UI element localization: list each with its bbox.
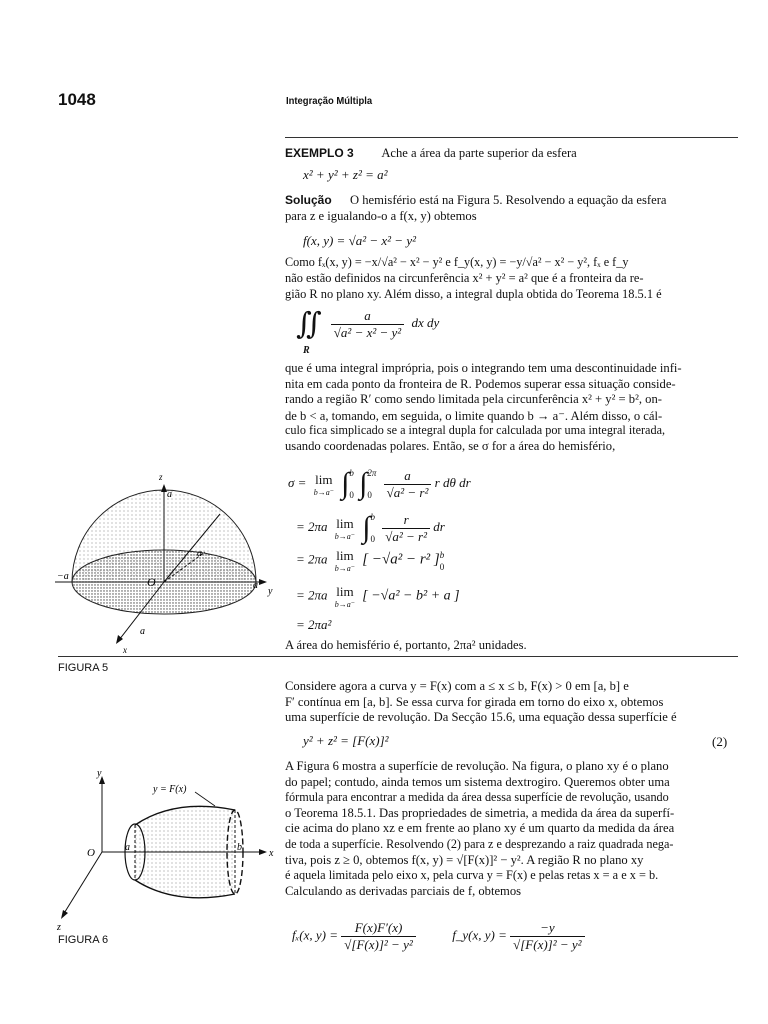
como-line-1: Como fₓ(x, y) = −x/√a² − x² − y² e f_y(x, y) = −y/√a² − x² − y², fₓ e f_y [285, 255, 629, 269]
figure5-caption: FIGURA 5 [58, 662, 109, 674]
z-label: z [159, 472, 163, 482]
x-label: x [269, 848, 274, 859]
a-label: a [125, 842, 130, 853]
y-label: y [97, 770, 102, 779]
figure5-hemisphere-diagram [55, 470, 280, 660]
double-integral-fraction: $\frac{a}{\text{√a² − x² − y²}}$ [331, 308, 404, 341]
example-statement: Ache a área da parte superior da esfera [381, 146, 577, 160]
derivation-step-5: = 2πa² [296, 617, 332, 632]
neg-a-label: −a [57, 571, 69, 582]
derivation-step-3: = 2πa lim b→a⁻ [ −√a² − r² ] b 0 [296, 548, 445, 573]
derivation-step-1: σ = lim b→a⁻ ∫ b 0 ∫ 2π 0 $\frac{a}{\text{√a² − r²}}$ r dθ dr [288, 467, 471, 500]
solution-line-1: Solução O hemisfério está na Figura 5. Resolvendo a equação da esfera [285, 193, 667, 207]
double-integral-differential: dx dy [411, 315, 440, 331]
como-line-2: não estão definidos na circunferência x² + y² = a² que é a fronteira da re- [285, 271, 644, 285]
improper-paragraph: que é uma integral imprópria, pois o integrando tem uma descontinuidade infi- nita em cada ponto da fronteira de R. Podemos superar essa situação conside- rando a região R′ como sendo limitada pela circunferência x² + y² = b², on- de b < a, tomando, em seguida, o limite quando b → a⁻. Além disso, o cál- culo fica simplicado se a integral dupla for calculada por uma integral iterada, usando coordenadas polares. Então, se σ for a área do hemisfério, [285, 361, 682, 453]
conclusion: A área do hemisfério é, portanto, 2πa² unidades. [285, 638, 527, 652]
partial-derivatives: fₓ(x, y) = $\frac{F(x)F'(x)}{\text{√[F(x)]² − y²}}$ f_y(x, y) = $\frac{-y}{\text{√[F(x)]² − y²}}$ [292, 920, 585, 953]
z-label: z [57, 922, 61, 933]
sphere-equation: x² + y² + z² = a² [303, 167, 388, 182]
a-top-label: a [167, 489, 172, 500]
a-right-label: a [253, 580, 258, 591]
y-label: y [268, 586, 273, 597]
equation-number: (2) [712, 734, 728, 749]
x-label: x [123, 645, 127, 655]
double-integral-symbol: ∬ [296, 307, 322, 341]
revolution-paragraph-2: A Figura 6 mostra a superfície de revolução. Na figura, o plano xy é o plano do papel; contudo, ainda temos um sistema dextrogiro. Queremos obter uma fórmula para encontrar a medida da área dessa superfície de revolução, usando o Teorema 18.5.1. Das propriedades de simetria, a medida da área da superfí- cie acima do plano xz e em frente ao plano xy é um quarto da medida da área de toda a superfície. Resolvendo (2) para z e desprezando a raiz quadrada nega- tiva, pois z ≥ 0, obtemos f(x, y) = √[F(x)]² − y². A região R no plano xy é aquela limitada pelo eixo x, pela curva y = F(x) e pelas retas x = a e x = b. Calculando as derivadas parciais de f, obtemos [285, 759, 675, 898]
solution-line-2: para z e igualando-o a f(x, y) obtemos [285, 209, 477, 223]
a-bottom-label: a [140, 626, 145, 637]
b-label: b [237, 842, 242, 853]
example-heading [285, 146, 577, 161]
como-line-3: gião R no plano xy. Além disso, a integral dupla obtida do Teorema 18.5.1 é [285, 287, 662, 301]
double-integral-region: R [303, 345, 310, 356]
page-number: 1048 [58, 90, 96, 109]
figure6-revolution-diagram [55, 770, 280, 940]
example-label: EXEMPLO 3 [285, 146, 354, 160]
derivation-step-4: = 2πa lim b→a⁻ [ −√a² − b² + a ] [296, 584, 460, 609]
surface-equation: y² + z² = [F(x)]² [303, 733, 389, 748]
a-slant-label: a [197, 548, 202, 559]
o-label: O [147, 575, 156, 589]
surface-body [135, 806, 235, 897]
curve-label: y = F(x) [153, 784, 187, 795]
o-label: O [87, 847, 95, 859]
running-head: Integração Múltipla [286, 95, 373, 107]
double-integral [296, 308, 439, 341]
f-definition: f(x, y) = √a² − x² − y² [303, 233, 416, 248]
figure6-caption: FIGURA 6 [58, 934, 109, 946]
example-top-rule [285, 137, 738, 138]
solution-label: Solução [285, 193, 332, 207]
derivation-step-2: = 2πa lim b→a⁻ ∫ b 0 $\frac{r}{\text{√a² − r²}}$ dr [296, 511, 445, 544]
z-axis [63, 852, 102, 915]
revolution-paragraph-1: Considere agora a curva y = F(x) com a ≤ x ≤ b, F(x) > 0 em [a, b] e F′ contínua em [a, b]. Se essa curva for girada em torno do eixo x, obtemos uma superfície de revolução. Da Secção 15.6, uma equação dessa superfície é [285, 679, 677, 724]
